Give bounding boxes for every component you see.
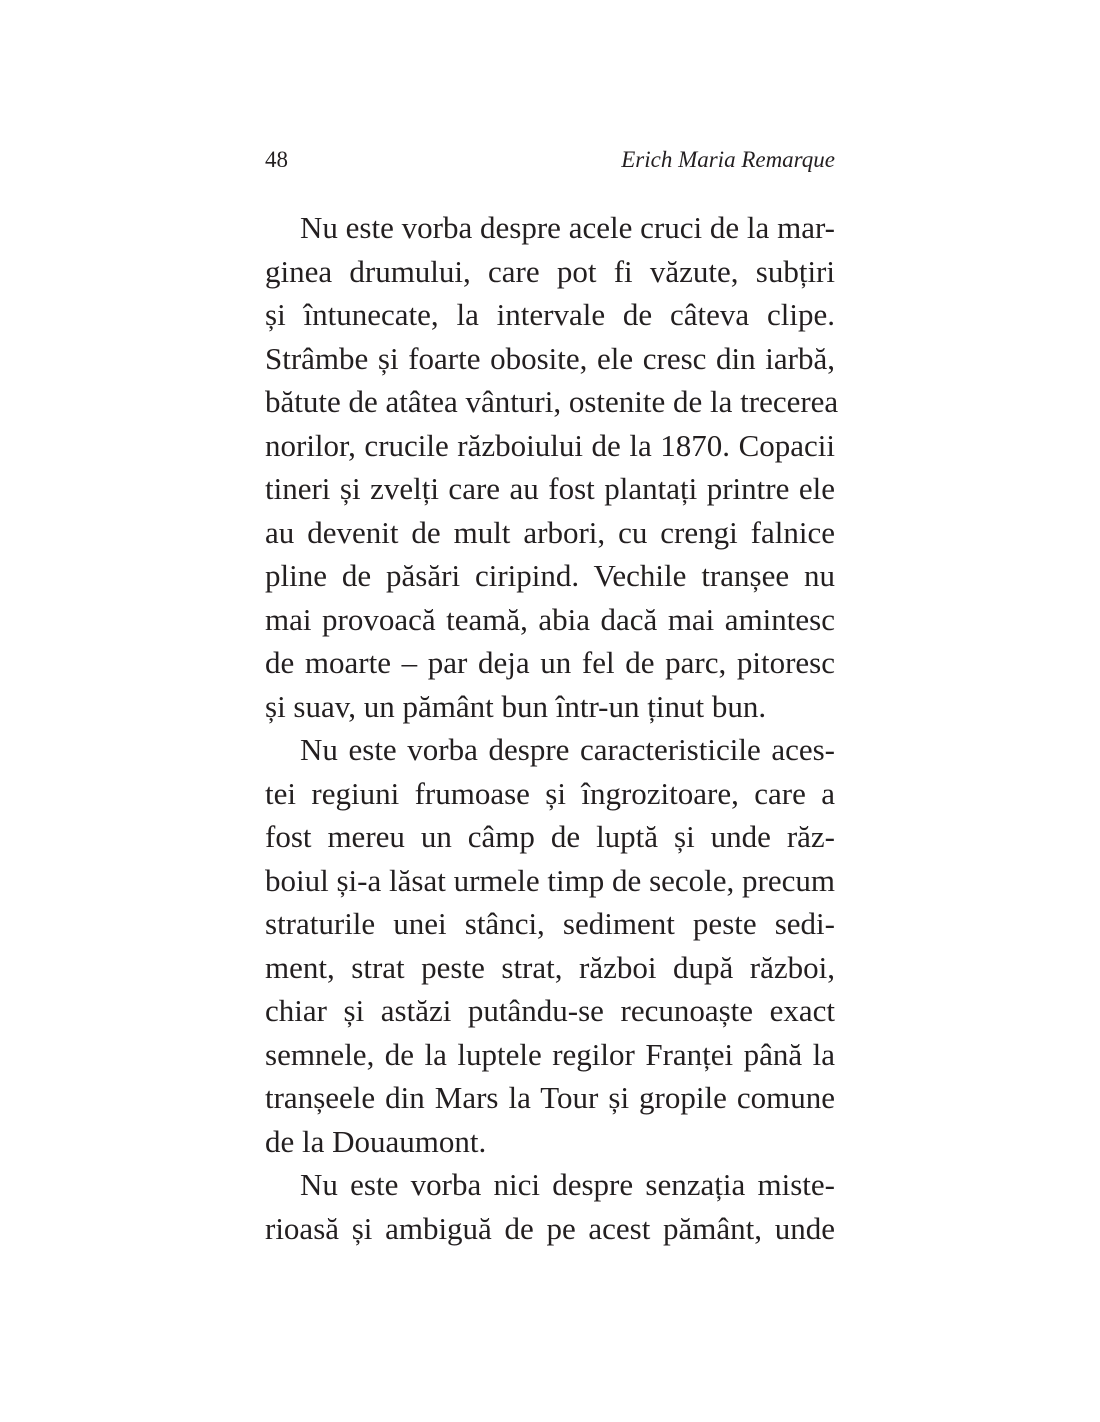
text-line: de la Douaumont. [265,1123,487,1159]
text-line: mai provoacă teamă, abia dacă mai amintesc [265,601,835,637]
text-line: tranșeele din Mars la Tour și gropile comune [265,1080,835,1115]
text-line: straturile unei stânci, sediment peste sedi- [265,906,835,941]
paragraph [265,206,839,728]
text-line: ginea drumului, care pot fi văzute, subțiri [265,253,835,289]
text-line: au devenit de mult arbori, cu crengi falnice [265,514,835,550]
text-line: norilor, crucile războiului de la 1870. Copacii [265,427,835,463]
page-number: 48 [265,147,288,172]
text-line: rioasă și ambiguă de pe acest pământ, unde [265,1210,835,1246]
paragraph [265,728,835,1163]
text-line: semnele, de la luptele regilor Franței până la [265,1036,835,1072]
text-line: tineri și zvelți care au fost plantați printre ele [265,471,835,506]
body-text [265,206,839,1250]
text-line: Nu este vorba despre acele cruci de la mar- [300,210,835,245]
text-line: Nu este vorba nici despre senzația miste- [300,1167,835,1202]
paragraph [265,1163,835,1250]
text-line: boiul și-a lăsat urmele timp de secole, precum [265,862,835,898]
text-line: și întunecate, la intervale de câteva clipe. [265,297,835,332]
text-line: bătute de atâtea vânturi, ostenite de la trecerea [265,384,839,419]
text-line: tei regiuni frumoase și îngrozitoare, care a [265,775,835,811]
text-line: Nu este vorba despre caracteristicile aces- [300,732,835,767]
text-line: Strâmbe și foarte obosite, ele cresc din iarbă, [265,340,835,376]
text-line: fost mereu un câmp de luptă și unde răz- [265,819,835,854]
text-line: și suav, un pământ bun într-un ținut bun. [265,688,767,724]
text-line: de moarte – par deja un fel de parc, pitoresc [265,645,835,680]
text-line: chiar și astăzi putându-se recunoaște exact [265,993,835,1028]
text-line: ment, strat peste strat, război după război, [265,949,835,985]
running-title: Erich Maria Remarque [621,147,835,172]
text-line: pline de păsări ciripind. Vechile tranșee nu [265,558,835,593]
